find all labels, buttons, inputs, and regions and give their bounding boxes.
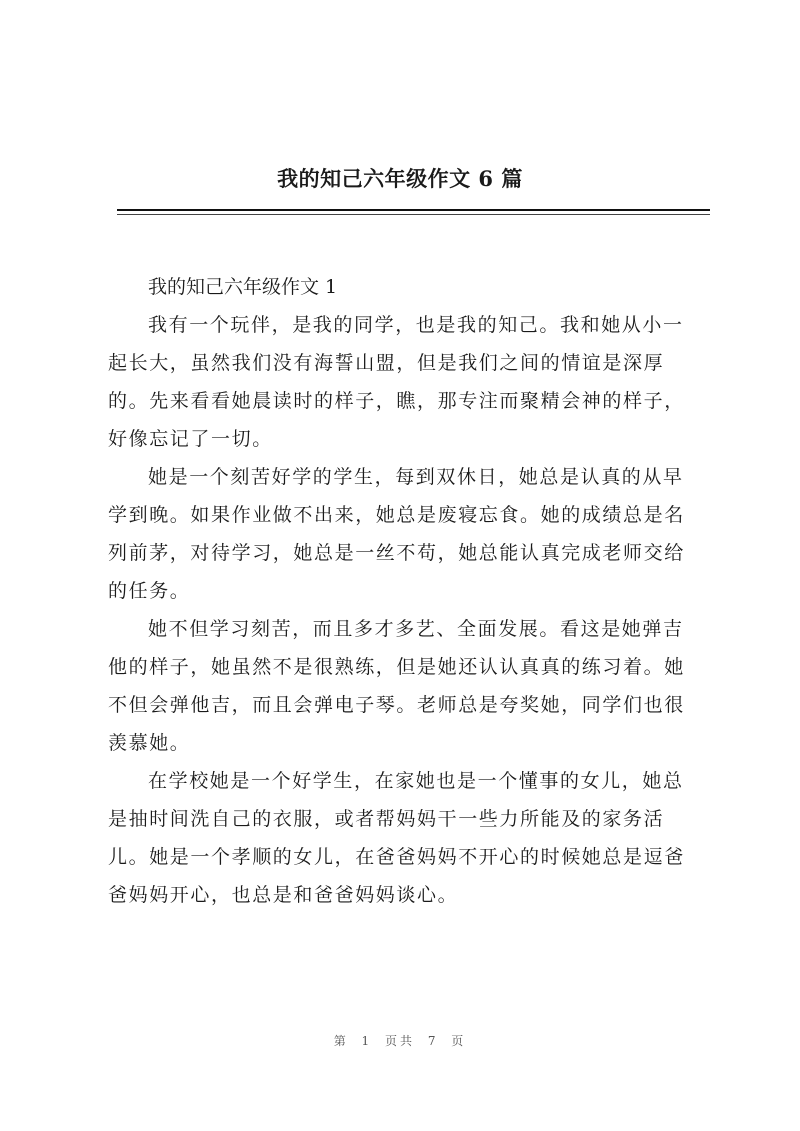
paragraph-2 (108, 458, 714, 610)
paragraph-line: 羡慕她。 (108, 732, 191, 754)
paragraph-line: 学到晚。如果作业做不出来，她总是废寝忘食。她的成绩总是名 (108, 504, 685, 526)
paragraph-4 (108, 762, 714, 914)
paragraph-line: 是抽时间洗自己的衣服，或者帮妈妈干一些力所能及的家务活 (108, 808, 665, 830)
paragraph-line: 爸妈妈开心，也总是和爸爸妈妈谈心。 (108, 884, 459, 906)
title-rule-thin (117, 214, 710, 215)
paragraph-line: 儿。她是一个孝顺的女儿，在爸爸妈妈不开心的时候她总是逗爸 (108, 846, 685, 868)
paragraph-1 (108, 306, 714, 458)
document-body (108, 268, 714, 914)
paragraph-line: 好像忘记了一切。 (108, 428, 273, 450)
paragraph-line: 列前茅，对待学习，她总是一丝不苟，她总能认真完成老师交给 (108, 542, 685, 564)
paragraph-line: 她是一个刻苦好学的学生，每到双休日，她总是认真的从早 (148, 466, 684, 488)
page-number-footer: 第 1 页共 7 页 (333, 1034, 467, 1048)
paragraph-line: 她不但学习刻苦，而且多才多艺、全面发展。看这是她弹吉 (148, 618, 684, 640)
paragraph-line: 起长大，虽然我们没有海誓山盟，但是我们之间的情谊是深厚 (108, 352, 665, 374)
paragraph-line: 不但会弹他吉，而且会弹电子琴。老师总是夸奖她，同学们也很 (108, 694, 685, 716)
paragraph-line: 他的样子，她虽然不是很熟练，但是她还认认真真的练习着。她 (108, 656, 685, 678)
paragraph-line: 的。先来看看她晨读时的样子，瞧，那专注而聚精会神的样子， (108, 390, 685, 412)
document-title: 我的知己六年级作文 6 篇 (277, 166, 523, 191)
section-heading: 我的知己六年级作文 1 (148, 276, 338, 298)
title-rule (117, 209, 710, 211)
paragraph-line: 在学校她是一个好学生，在家她也是一个懂事的女儿，她总 (148, 770, 684, 792)
paragraph-3 (108, 610, 714, 762)
paragraph-line: 的任务。 (108, 580, 191, 602)
paragraph-line: 我有一个玩伴，是我的同学，也是我的知己。我和她从小一 (148, 314, 684, 336)
